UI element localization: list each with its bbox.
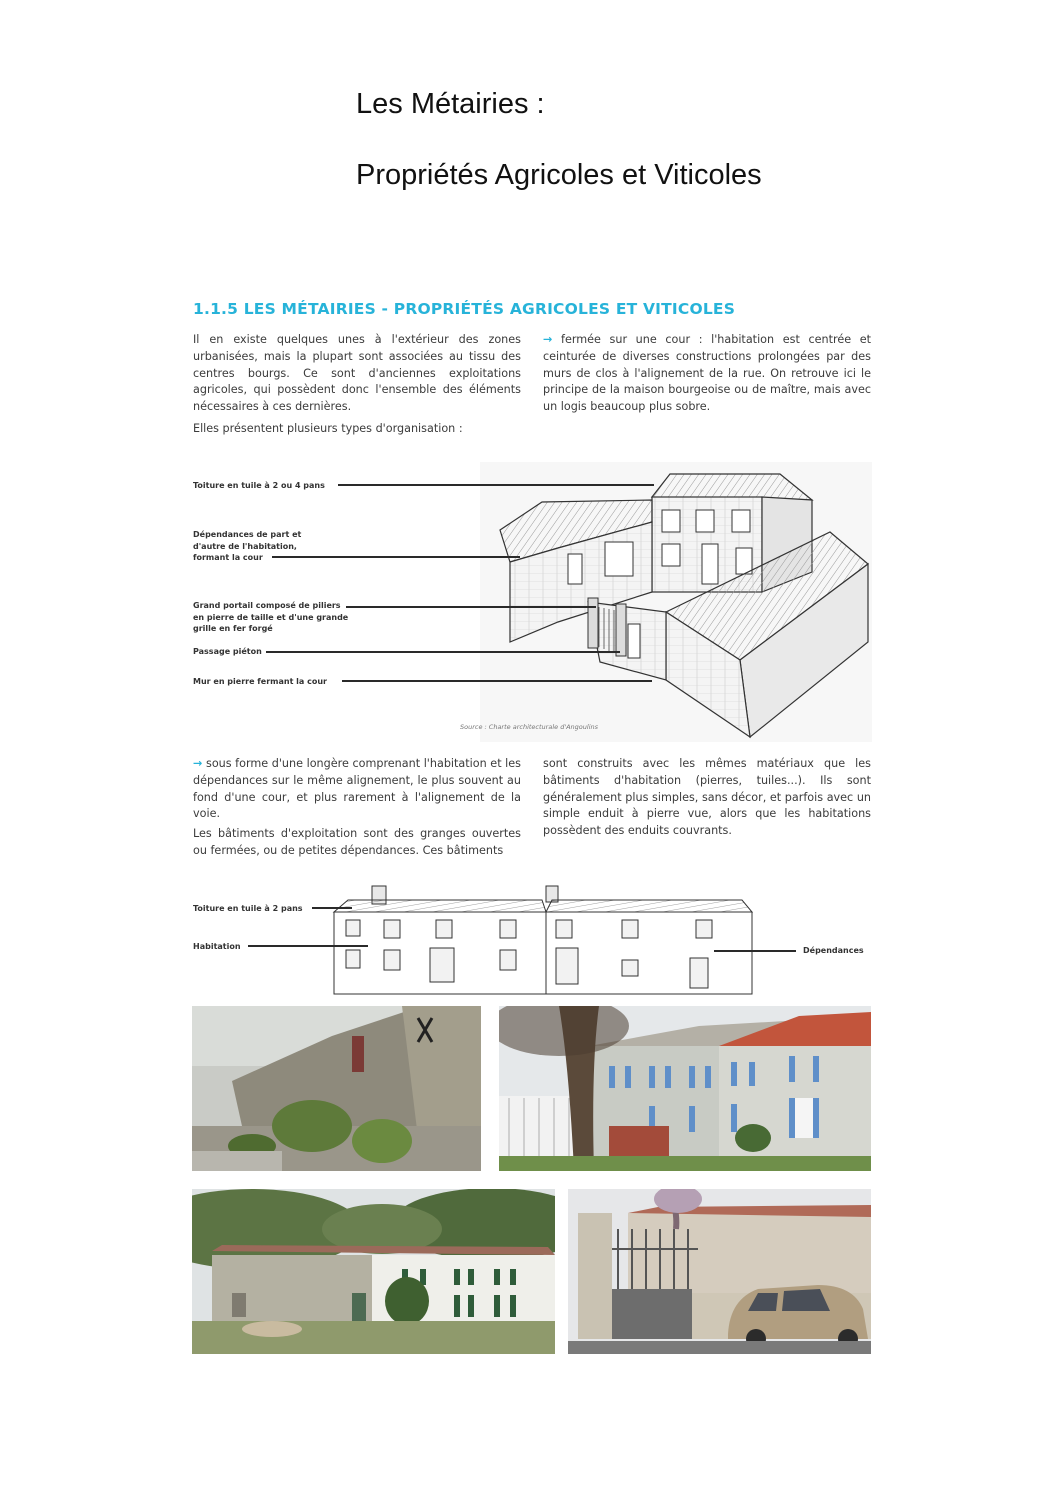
construits-paragraph: sont construits avec les mêmes matériaux que les bâtiments d'habitation (pierres, tuiles...). Ils sont généralement plus simples, sans décor, et parfois avec un simple enduit à pierre vue, alors que les habitations possèdent des enduits couvrants.: [543, 757, 871, 838]
organisation-types-paragraph: Elles présentent plusieurs types d'organisation :: [193, 422, 463, 435]
label-dependances-cour: Dépendances de part et d'autre de l'habitation, formant la cour: [193, 530, 302, 562]
longere-paragraph: [193, 756, 521, 823]
label-toiture-2-pans: Toiture en tuile à 2 pans: [193, 904, 303, 913]
diagram-source-caption: Source : Charte architecturale d'Angoulins: [460, 723, 599, 731]
fermee-text: fermée sur une cour : l'habitation est centrée et ceinturée de diverses constructions prolongées par des murs de clos à l'alignement de la rue. On retrouve ici le principe de la maison bourgeoise ou de maître, mais avec un logis beaucoup plus sobre.: [543, 333, 871, 414]
leader-line-toiture-2-pans: [312, 907, 352, 909]
photo-blue-shutters-house: [499, 1006, 871, 1171]
leader-line-portail: [346, 606, 596, 608]
leader-line-mur: [342, 680, 652, 682]
page-title-line-2: Propriétés Agricoles et Viticoles: [356, 159, 762, 191]
batiments-paragraph: Les bâtiments d'exploitation sont des granges ouvertes ou fermées, ou de petites dépendances. Ces bâtiments: [193, 827, 521, 857]
leader-line-dependances: [272, 556, 520, 558]
label-dependances: Dépendances: [803, 946, 864, 955]
courtyard-farm-sketch: [480, 462, 872, 742]
photo-gate-with-car: [568, 1189, 871, 1354]
longere-text: sous forme d'une longère comprenant l'habitation et les dépendances sur le même alignement, le plus souvent au fond d'une cour, et plus rarement à l'alignement de la voie.: [193, 757, 521, 821]
leader-line-passage: [266, 651, 620, 653]
leader-line-habitation: [248, 945, 368, 947]
arrow-icon: →: [193, 757, 203, 770]
label-habitation: Habitation: [193, 942, 241, 951]
photo-green-shutters-farmhouse: [192, 1189, 555, 1354]
section-heading: 1.1.5 LES MÉTAIRIES - PROPRIÉTÉS AGRICOLES ET VITICOLES: [193, 300, 736, 318]
intro-paragraph: Il en existe quelques unes à l'extérieur des zones urbanisées, mais la plupart sont associées au tissu des centres bourgs. Ce sont d'anciennes exploitations agricoles, qui possèdent donc l'ensemble des éléments nécessaires à ces dernières.: [193, 333, 521, 414]
fermee-paragraph: [543, 332, 871, 416]
label-toiture-2-ou-4-pans: Toiture en tuile à 2 ou 4 pans: [193, 481, 325, 490]
label-passage-pieton: Passage piéton: [193, 647, 262, 656]
label-mur-en-pierre: Mur en pierre fermant la cour: [193, 677, 327, 686]
photo-stone-barn: [192, 1006, 481, 1171]
leader-line-toiture: [338, 484, 654, 486]
arrow-icon: →: [543, 333, 553, 346]
page-title-line-1: Les Métairies :: [356, 88, 545, 120]
leader-line-dependances-2: [714, 950, 796, 952]
label-grand-portail: Grand portail composé de piliers en pierre de taille et d'une grande grille en fer forgé: [193, 601, 349, 633]
longere-elevation-sketch: [330, 884, 756, 998]
